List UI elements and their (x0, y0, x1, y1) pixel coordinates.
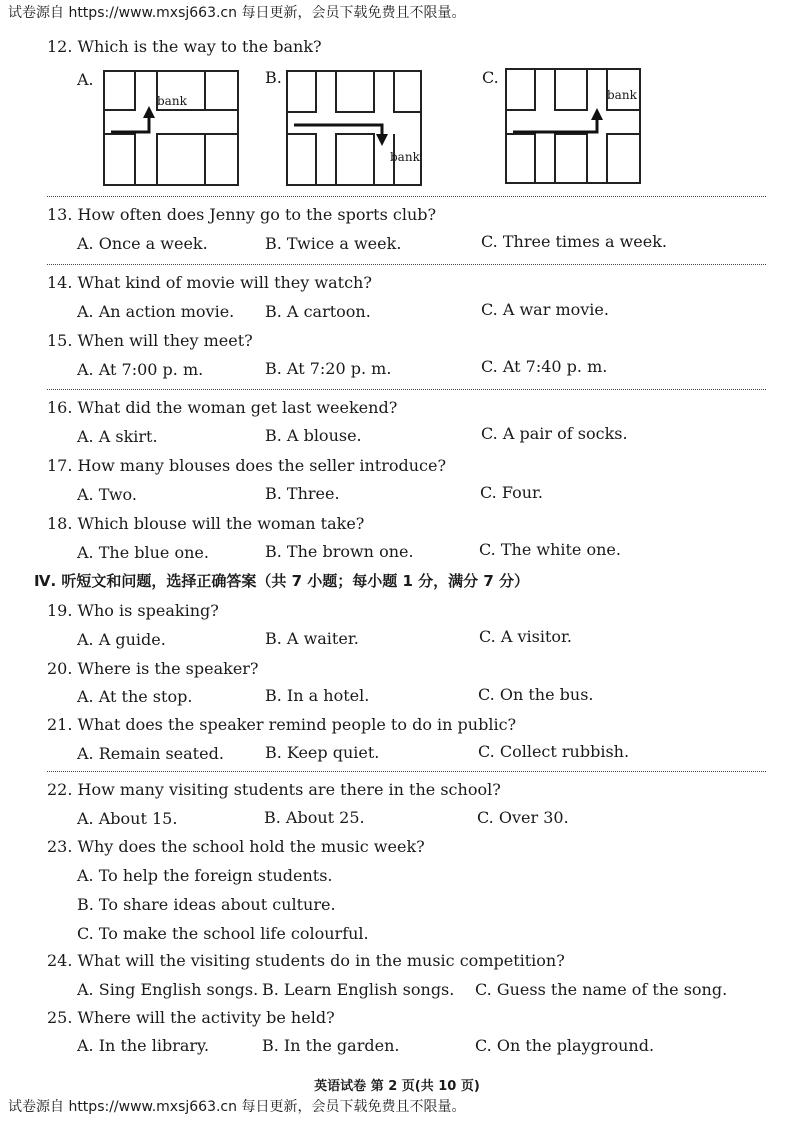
option-14-a: A. An action movie. (77, 302, 235, 321)
option-19-a: A. A guide. (77, 630, 166, 649)
option-21-a: A. Remain seated. (77, 744, 224, 763)
question-23: 23. Why does the school hold the music week? (47, 837, 425, 856)
question-15: 15. When will they meet? (47, 331, 253, 350)
option-25-a: A. In the library. (77, 1036, 210, 1055)
option-15-b: B. At 7:20 p. m. (265, 359, 392, 378)
question-24: 24. What will the visiting students do in the music competition? (47, 951, 565, 970)
option-19-c: C. A visitor. (479, 627, 573, 646)
question-20: 20. Where is the speaker? (47, 659, 259, 678)
option-24-a: A. Sing English songs. (77, 980, 259, 999)
map-c (505, 68, 641, 184)
option-24-b: B. Learn English songs. (262, 980, 455, 999)
option-25-c: C. On the playground. (475, 1036, 655, 1055)
option-15-c: C. At 7:40 p. m. (481, 357, 608, 376)
option-20-a: A. At the stop. (77, 687, 193, 706)
option-12-c-label: C. (482, 68, 499, 87)
question-17: 17. How many blouses does the seller introduce? (47, 456, 447, 475)
map-c-bank-label: bank (607, 88, 637, 102)
option-25-b: B. In the garden. (262, 1036, 400, 1055)
option-23-a: A. To help the foreign students. (77, 866, 333, 885)
option-18-a: A. The blue one. (77, 543, 209, 562)
question-13: 13. How often does Jenny go to the sports club? (47, 205, 437, 224)
option-21-c: C. Collect rubbish. (478, 742, 630, 761)
option-14-c: C. A war movie. (481, 300, 609, 319)
option-20-c: C. On the bus. (478, 685, 594, 704)
option-12-a-label: A. (77, 70, 94, 89)
map-b-bank-label: bank (390, 150, 420, 164)
map-a-bank-label: bank (157, 94, 187, 108)
option-19-b: B. A waiter. (265, 629, 359, 648)
option-20-b: B. In a hotel. (265, 686, 370, 705)
option-12-b-label: B. (265, 68, 282, 87)
option-16-b: B. A blouse. (265, 426, 362, 445)
option-13-b: B. Twice a week. (265, 234, 402, 253)
option-23-b: B. To share ideas about culture. (77, 895, 336, 914)
divider (47, 771, 766, 772)
page-footer: 英语试卷 第 2 页(共 10 页) (314, 1079, 480, 1094)
question-18: 18. Which blouse will the woman take? (47, 514, 365, 533)
option-21-b: B. Keep quiet. (265, 743, 380, 762)
question-19: 19. Who is speaking? (47, 601, 219, 620)
question-21: 21. What does the speaker remind people to do in public? (47, 715, 517, 734)
question-16: 16. What did the woman get last weekend? (47, 398, 398, 417)
divider (47, 196, 766, 197)
option-14-b: B. A cartoon. (265, 302, 371, 321)
map-a (103, 70, 239, 186)
option-13-c: C. Three times a week. (481, 232, 668, 251)
option-22-c: C. Over 30. (477, 808, 569, 827)
option-17-b: B. Three. (265, 484, 340, 503)
divider (47, 389, 766, 390)
option-16-a: A. A skirt. (77, 427, 158, 446)
map-a-streets (105, 72, 239, 186)
option-17-a: A. Two. (77, 485, 137, 504)
question-25: 25. Where will the activity be held? (47, 1008, 335, 1027)
option-16-c: C. A pair of socks. (481, 424, 628, 443)
question-14: 14. What kind of movie will they watch? (47, 273, 372, 292)
option-24-c: C. Guess the name of the song. (475, 980, 728, 999)
section-4-title: Ⅳ. 听短文和问题，选择正确答案（共 7 小题；每小题 1 分，满分 7 分） (34, 572, 530, 590)
option-17-c: C. Four. (480, 483, 543, 502)
source-header: 试卷源自 https://www.mxsj663.cn 每日更新，会员下载免费且不限量。 (8, 5, 466, 21)
question-12: 12. Which is the way to the bank? (47, 37, 322, 56)
option-23-c: C. To make the school life colourful. (77, 924, 369, 943)
option-13-a: A. Once a week. (77, 234, 208, 253)
map-b-streets (288, 72, 422, 186)
option-18-b: B. The brown one. (265, 542, 414, 561)
option-22-a: A. About 15. (77, 809, 178, 828)
source-footer: 试卷源自 https://www.mxsj663.cn 每日更新，会员下载免费且不限量。 (8, 1099, 466, 1115)
map-b (286, 70, 422, 186)
option-22-b: B. About 25. (264, 808, 365, 827)
option-15-a: A. At 7:00 p. m. (77, 360, 204, 379)
question-22: 22. How many visiting students are there in the school? (47, 780, 501, 799)
divider (47, 264, 766, 265)
option-18-c: C. The white one. (479, 540, 621, 559)
